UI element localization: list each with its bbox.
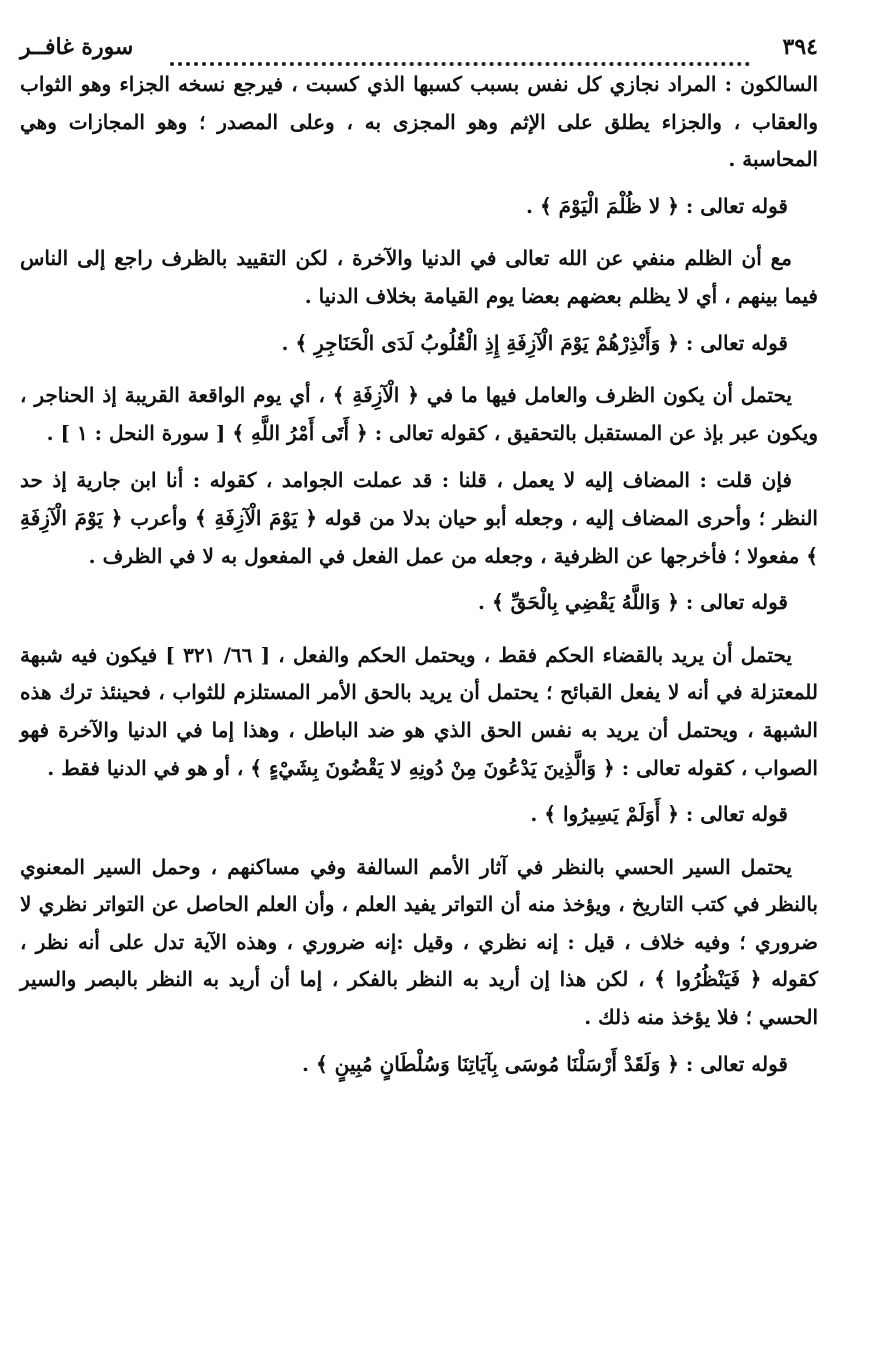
paragraph-gap xyxy=(20,452,818,462)
verse-line xyxy=(20,584,818,622)
verse-prefix: قوله تعالى : xyxy=(678,802,788,827)
quran-verse: ﴿ لا ظُلْمَ الْيَوْمَ ﴾ xyxy=(539,193,679,218)
verse-suffix: . xyxy=(530,802,545,827)
verse-prefix: قوله تعالى : xyxy=(678,330,788,355)
verse-line xyxy=(20,325,818,363)
paragraph: يحتمل أن يريد بالقضاء الحكم فقط ، ويحتمل الحكم والفعل ، [ ٦٦/ ٣٢١ ] فيكون فيه شبهة للمعتزلة في أنه لا يفعل القبائح ؛ يحتمل أن يريد بالحق الأمر المستلزم للثواب ، فحينئذ ترك هذه الشبهة ، ويحتمل أن يريد به نفس الحق الذي هو ضد الباطل ، وهذا إما في الدنيا والآخرة فهو الصواب ، كقوله تعالى : ﴿ وَالَّذِينَ يَدْعُونَ مِنْ دُونِهِ لا يَقْضُونَ بِشَيْءٍ ﴾ ، أو هو في الدنيا فقط . xyxy=(20,642,818,780)
quran-verse: ﴿ وَلَقَدْ أَرْسَلْنَا مُوسَى بِآيَاتِنَا وَسُلْطَانٍ مُبِينٍ ﴾ xyxy=(315,1051,679,1076)
book-page xyxy=(20,22,818,1098)
verse-suffix: . xyxy=(302,1051,316,1076)
quran-verse: ﴿ وَأَنْذِرْهُمْ يَوْمَ الْآزِفَةِ إِذِ الْقُلُوبُ لَدَى الْحَنَاجِرِ ﴾ xyxy=(295,330,679,355)
page-body xyxy=(20,66,818,1083)
verse-suffix: . xyxy=(478,590,492,615)
verse-prefix: قوله تعالى : xyxy=(678,193,788,218)
surah-title: سورة غافــر xyxy=(20,34,134,60)
verse-line xyxy=(20,1046,818,1084)
header-dotted-rule xyxy=(170,62,750,66)
page-header xyxy=(20,22,818,66)
quran-verse: ﴿ وَاللَّهُ يَقْضِي بِالْحَقِّ ﴾ xyxy=(491,590,679,615)
verse-suffix: . xyxy=(281,330,296,355)
paragraph: مع أن الظلم منفي عن الله تعالى في الدنيا والآخرة ، لكن التقييد بالظرف راجع إلى الناس فيما بينهم ، أي لا يظلم بعضهم بعضا يوم القيامة بخلاف الدنيا . xyxy=(20,246,818,308)
paragraph: يحتمل أن يكون الظرف والعامل فيها ما في ﴿ الْآزِفَةِ ﴾ ، أي يوم الواقعة القريبة إذ الحناجر ، ويكون عبر بإذ عن المستقبل بالتحقيق ، كقوله تعالى : ﴿ أَتَى أَمْرُ اللَّهِ ﴾ [ سورة النحل : ١ ] . xyxy=(20,383,818,445)
verse-line xyxy=(20,796,818,834)
verse-prefix: قوله تعالى : xyxy=(678,1051,788,1076)
paragraph: السالكون : المراد نجازي كل نفس بسبب كسبها الذي كسبت ، فيرجع نسخه الجزاء وهو الثواب والعقاب ، والجزاء يطلق على الإثم وهو المجزى به ، وعلى المصدر ؛ وهو المجازات وهي المحاسبة . xyxy=(20,72,818,172)
verse-suffix: . xyxy=(526,193,540,218)
page-number: ٣٩٤ xyxy=(782,34,818,60)
paragraph: فإن قلت : المضاف إليه لا يعمل ، قلنا : قد عملت الجوامد ، كقوله : أنا ابن جارية إذ حد النظر ؛ وأحرى المضاف إليه ، وجعله أبو حيان بدلا من قوله ﴿ يَوْمَ الْآزِفَةِ ﴾ وأعرب ﴿ يَوْمَ الْآزِفَةِ ﴾ مفعولا ؛ فأخرجها عن الظرفية ، وجعله من عمل الفعل في المفعول به لا في الظرف . xyxy=(20,468,818,568)
verse-prefix: قوله تعالى : xyxy=(678,590,788,615)
quran-verse: ﴿ أَوَلَمْ يَسِيرُوا ﴾ xyxy=(544,802,679,827)
paragraph: يحتمل السير الحسي بالنظر في آثار الأمم السالفة وفي مساكنهم ، وحمل السير المعنوي بالنظر في كتب التاريخ ، ويؤخذ منه أن التواتر يفيد العلم ، وأن العلم الحاصل عن التواتر نظري لا ضروري ؛ وفيه خلاف ، قيل : إنه نظري ، وقيل :إنه ضروري ، وهذه الآية تدل على أنه نظر ، كقوله ﴿ فَيَنْظُرُوا ﴾ ، لكن هذا إن أريد به النظر بالفكر ، إما أن أريد به النظر بالبصر والسير الحسي ؛ فلا يؤخذ منه ذلك . xyxy=(20,854,818,1030)
verse-line xyxy=(20,188,818,226)
